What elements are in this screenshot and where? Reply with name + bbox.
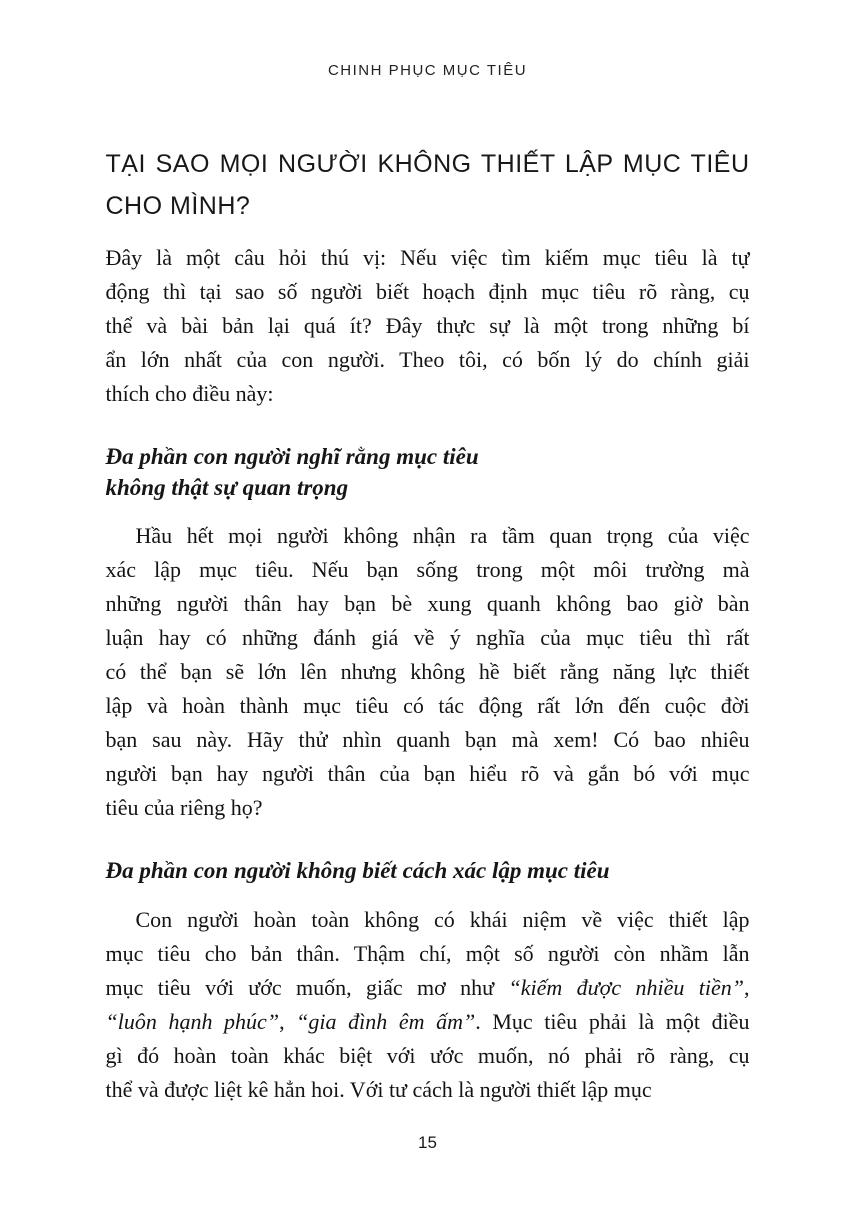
section1-paragraph [106, 519, 750, 825]
text-segment: , [744, 975, 750, 1000]
text-line: lập và hoàn thành mục tiêu có tác động rất lớn đến cuộc đời [105, 693, 750, 718]
quoted-phrase: “luôn hạnh phúc” [105, 1009, 280, 1034]
text-line: bạn sau này. Hãy thử nhìn quanh bạn mà xem! Có bao nhiêu [105, 727, 750, 752]
chapter-title-line: CHO MÌNH? [105, 192, 251, 220]
text-line: có thể bạn sẽ lớn lên nhưng không hề biết rằng năng lực thiết [105, 659, 750, 684]
text-line: thể và bài bản lại quá ít? Đây thực sự là một trong những bí [105, 313, 750, 338]
chapter-title [106, 143, 750, 227]
text-line: Con người hoàn toàn không có khái niệm về việc thiết lập [135, 907, 750, 932]
subheading-line: không thật sự quan trọng [105, 475, 349, 500]
text-line: thể và được liệt kê hẳn hoi. Với tư cách là người thiết lập mục [105, 1077, 652, 1102]
running-head: CHINH PHỤC MỤC TIÊU [327, 62, 528, 79]
section1-subheading [106, 441, 750, 503]
text-segment: . Mục tiêu phải là một điều [475, 1009, 750, 1034]
text-line: thích cho điều này: [105, 381, 274, 406]
page-content [106, 143, 750, 1153]
text-line: xác lập mục tiêu. Nếu bạn sống trong một môi trường mà [105, 557, 750, 582]
text-line: Đây là một câu hỏi thú vị: Nếu việc tìm kiếm mục tiêu là tự [105, 245, 750, 270]
quoted-phrase: “kiếm được nhiều tiền” [508, 975, 745, 1000]
text-line: động thì tại sao số người biết hoạch định mục tiêu rõ ràng, cụ [105, 279, 750, 304]
chapter-title-line: TẠI SAO MỌI NGƯỜI KHÔNG THIẾT LẬP MỤC TIÊU [105, 150, 750, 178]
section2-paragraph [106, 903, 750, 1107]
subheading-line: Đa phần con người nghĩ rằng mục tiêu [105, 444, 479, 469]
text-line: tiêu của riêng họ? [105, 795, 263, 820]
subheading-line: Đa phần con người không biết cách xác lập mục tiêu [105, 858, 610, 883]
text-line [106, 1005, 750, 1039]
text-line [106, 971, 750, 1005]
text-line: những người thân hay bạn bè xung quanh không bao giờ bàn [105, 591, 750, 616]
text-line: người bạn hay người thân của bạn hiểu rõ và gắn bó với mục [105, 761, 750, 786]
quoted-phrase: “gia đình êm ấm” [296, 1009, 476, 1034]
text-segment: , [279, 1009, 297, 1034]
text-segment: mục tiêu với ước muốn, giấc mơ như [105, 975, 509, 1000]
text-line: ẩn lớn nhất của con người. Theo tôi, có bốn lý do chính giải [105, 347, 750, 372]
text-line: mục tiêu cho bản thân. Thậm chí, một số người còn nhầm lẫn [105, 941, 750, 966]
section2-subheading [106, 855, 750, 886]
page-number: 15 [418, 1133, 437, 1152]
intro-paragraph [106, 241, 750, 411]
text-line: luận hay có những đánh giá về ý nghĩa của mục tiêu thì rất [105, 625, 750, 650]
text-line: gì đó hoàn toàn khác biệt với ước muốn, nó phải rõ ràng, cụ [105, 1043, 750, 1068]
text-line: Hầu hết mọi người không nhận ra tầm quan trọng của việc [135, 523, 750, 548]
